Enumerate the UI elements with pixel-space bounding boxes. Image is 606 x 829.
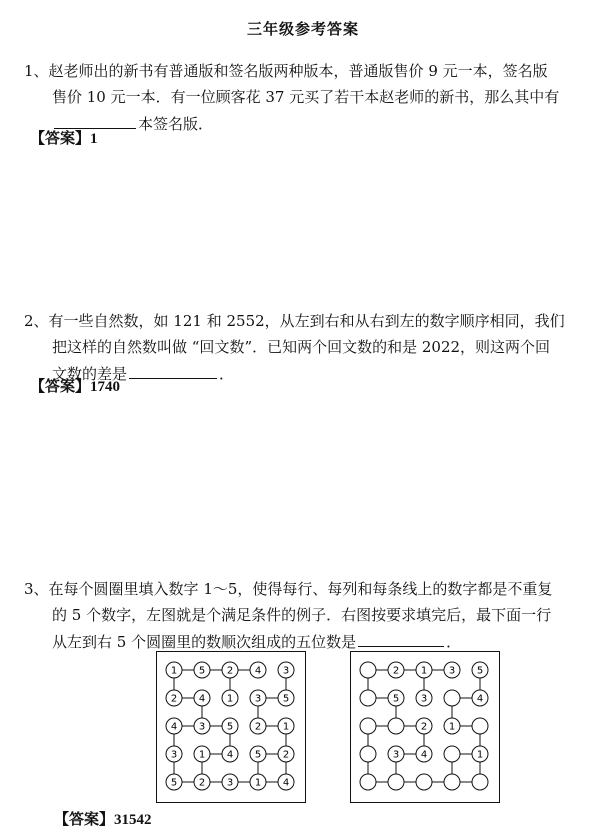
- right-grid-circle: [416, 774, 432, 790]
- right-grid-circle: [360, 718, 376, 734]
- left-grid-circle-number: 3: [226, 777, 234, 789]
- left-grid-circle-number: 3: [282, 665, 290, 677]
- answer-1: 【答案】1: [30, 131, 98, 147]
- question-2-line-1: 2、有一些自然数，如 121 和 2552，从左到右和从右到左的数字顺序相同，我们: [24, 312, 565, 330]
- right-grid-circle: [360, 774, 376, 790]
- right-grid-circle: [388, 718, 404, 734]
- right-grid-circle: [360, 662, 376, 678]
- question-1-line-1: 1、赵老师出的新书有普通版和签名版两种版本，普通版售价 9 元一本，签名版: [24, 62, 548, 80]
- answer-3: 【答案】31542: [54, 812, 152, 828]
- question-1-line-3-tail: 本签名版．: [138, 115, 214, 133]
- left-grid-circle-number: 5: [226, 721, 234, 733]
- right-grid-circle-number: 5: [392, 693, 400, 705]
- question-2-line-3-tail: ．: [219, 365, 235, 383]
- right-grid-circle-number: 2: [392, 665, 400, 677]
- right-grid-circle-number: 1: [420, 665, 428, 677]
- question-2-line-2: 把这样的自然数叫做 “回文数”．已知两个回文数的和是 2022，则这两个回: [52, 338, 551, 356]
- right-grid-circle-number: 1: [476, 749, 484, 761]
- right-grid-circle-number: 4: [476, 693, 484, 705]
- left-grid-circle-number: 5: [282, 693, 290, 705]
- question-3-line-1: 3、在每个圆圈里填入数字 1～5，使得每行、每列和每条线上的数字都是不重复: [24, 580, 553, 598]
- left-grid-circle-number: 2: [254, 721, 262, 733]
- left-grid-circle-number: 5: [254, 749, 262, 761]
- left-grid-circle-number: 2: [282, 749, 290, 761]
- left-grid-circle-number: 3: [198, 721, 206, 733]
- left-grid-circle-number: 2: [226, 665, 234, 677]
- right-grid-circle: [388, 774, 404, 790]
- left-puzzle-grid: [156, 651, 306, 803]
- left-grid-circle-number: 4: [226, 749, 234, 761]
- answer-blank[interactable]: [129, 360, 217, 379]
- question-3-line-3-tail: ．: [446, 633, 462, 651]
- right-grid-circle-number: 2: [420, 721, 428, 733]
- right-grid-circle: [444, 774, 460, 790]
- left-grid-circle-number: 1: [226, 693, 234, 705]
- right-grid-circle: [444, 690, 460, 706]
- right-grid-circle: [360, 746, 376, 762]
- right-grid-circle-number: 3: [448, 665, 456, 677]
- left-grid-circle-number: 4: [282, 777, 290, 789]
- left-grid-circle-number: 2: [198, 777, 206, 789]
- left-grid-circle-number: 2: [170, 693, 178, 705]
- right-grid-circle: [360, 690, 376, 706]
- left-grid-circle-number: 3: [170, 749, 178, 761]
- left-grid-circle-number: 5: [170, 777, 178, 789]
- right-grid-circle: [472, 774, 488, 790]
- question-1: [24, 58, 584, 137]
- left-grid-circle-number: 4: [170, 721, 178, 733]
- left-grid-circle-number: 4: [198, 693, 206, 705]
- left-grid-circle-number: 4: [254, 665, 262, 677]
- right-grid-circle: [444, 746, 460, 762]
- left-grid-circle-number: 5: [198, 665, 206, 677]
- page-title: 三年级参考答案: [246, 20, 359, 38]
- left-grid-circle-number: 1: [170, 665, 178, 677]
- right-puzzle-svg: [351, 652, 499, 802]
- question-2-line-3-head: 文数的差是: [52, 365, 128, 383]
- answer-2: 【答案】1740: [30, 379, 121, 395]
- left-puzzle-svg: [157, 652, 305, 802]
- question-3: [24, 576, 584, 655]
- left-grid-circle-number: 3: [254, 693, 262, 705]
- question-3-line-3-head: 从左到右 5 个圆圈里的数顺次组成的五位数是: [52, 633, 357, 651]
- left-grid-circle-number: 1: [282, 721, 290, 733]
- right-grid-circle: [472, 718, 488, 734]
- left-grid-circle-number: 1: [198, 749, 206, 761]
- right-grid-circle-number: 3: [392, 749, 400, 761]
- right-grid-circle-number: 3: [420, 693, 428, 705]
- right-grid-circle-number: 1: [448, 721, 456, 733]
- right-grid-circle-number: 4: [420, 749, 428, 761]
- question-3-line-2: 的 5 个数字，左图就是个满足条件的例子．右图按要求填完后，最下面一行: [52, 606, 552, 624]
- right-puzzle-grid: [350, 651, 500, 803]
- left-grid-circle-number: 1: [254, 777, 262, 789]
- question-1-line-2: 售价 10 元一本．有一位顾客花 37 元买了若干本赵老师的新书，那么其中有: [52, 88, 560, 106]
- right-grid-circle-number: 5: [476, 665, 484, 677]
- answer-blank[interactable]: [358, 628, 444, 647]
- question-1-line-3: [24, 110, 584, 137]
